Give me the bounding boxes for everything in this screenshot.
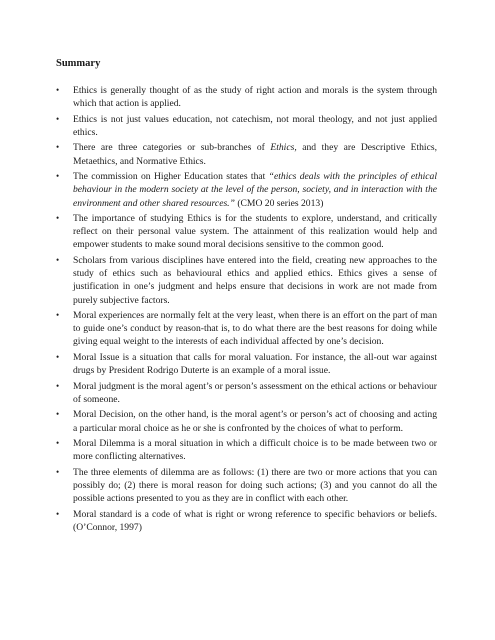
bullet-text-segment: Moral judgment is the moral agent’s or person’s assessment on the ethical actions or behaviour of someone.	[73, 380, 437, 405]
bullet-text-segment: The three elements of dilemma are as follows: (1) there are two or more actions that you can possibly do; (2) there is moral reason for doing such actions; (3) and you cannot do all the possible actions presented to you as they are in conflict with each other.	[73, 466, 437, 505]
bullet-text	[73, 114, 437, 138]
bullet-item	[56, 351, 437, 377]
bullet-text-segment: Moral Issue is a situation that calls for moral valuation. For instance, the all-out war against drugs by President Rodrigo Duterte is an example of a moral issue.	[73, 351, 437, 377]
bullet-text-segment: Moral standard is a code of what is right or wrong reference to specific behaviors or beliefs. (O’Connor, 1997)	[73, 508, 437, 533]
bullet-dot-icon: •	[56, 351, 60, 362]
bullet-text	[73, 438, 437, 462]
bullet-dot-icon: •	[56, 380, 60, 391]
bullet-text-italic: “ethics deals with the principles of ethical behaviour in the modern society at the level of the person, society, and in interaction with the environment and other shared resources.”	[73, 171, 438, 209]
bullet-item	[56, 141, 437, 167]
bullet-text	[73, 467, 437, 504]
bullet-text-segment: The commission on Higher Education states that	[73, 171, 269, 183]
bullet-item	[56, 408, 437, 434]
bullet-text-segment: Scholars from various disciplines have entered into the field, creating new approaches to the study of ethics such as behavioural ethics and applied ethics. Ethics gives a sense of justification in one’s judgment and helps ensure that decisions in work are not made from purely subjective factors.	[73, 254, 437, 306]
bullet-text	[73, 85, 437, 109]
bullet-text-segment: and they are Descriptive Ethics, Metaethics, and Normative Ethics.	[73, 142, 437, 167]
bullet-item	[56, 508, 437, 534]
bullet-text	[73, 381, 437, 405]
bullet-text-segment: Moral experiences are normally felt at the very least, when there is an effort on the part of man to guide one’s conduct by reason-that is, to do what there are the best reasons for doing while giving equal weight to the interests of each individual affected by one’s decision.	[73, 310, 437, 348]
bullet-text	[73, 409, 437, 433]
bullet-text	[73, 255, 437, 306]
bullet-text-segment: Ethics is not just values education, not catechism, not moral theology, and not just applied ethics.	[73, 113, 437, 138]
bullet-item	[56, 84, 437, 110]
bullet-dot-icon: •	[56, 254, 60, 265]
bullet-item	[56, 466, 437, 506]
bullet-item	[56, 380, 437, 406]
summary-bullet-list	[56, 84, 437, 536]
bullet-dot-icon: •	[56, 113, 60, 124]
page-title: Summary	[56, 58, 101, 69]
bullet-dot-icon: •	[56, 213, 60, 224]
bullet-dot-icon: •	[56, 310, 60, 321]
bullet-dot-icon: •	[56, 85, 60, 95]
bullet-dot-icon: •	[56, 409, 60, 420]
bullet-dot-icon: •	[56, 508, 60, 519]
bullet-text-italic: Ethics,	[270, 142, 297, 154]
bullet-dot-icon: •	[56, 142, 60, 153]
bullet-text	[73, 171, 437, 208]
bullet-text-segment: Moral Dilemma is a moral situation in which a difficult choice is to be made between two or more conflicting alternatives.	[73, 438, 437, 463]
bullet-item	[56, 254, 437, 307]
bullet-text-segment: There are three categories or sub-branches of	[73, 142, 271, 154]
bullet-item	[56, 113, 437, 139]
bullet-item	[56, 437, 437, 463]
bullet-text	[73, 310, 437, 347]
bullet-text	[73, 352, 437, 376]
bullet-dot-icon: •	[56, 171, 60, 182]
bullet-text-segment: (CMO 20 series 2013)	[234, 197, 324, 209]
bullet-dot-icon: •	[56, 438, 60, 449]
bullet-text-segment: The importance of studying Ethics is for the students to explore, understand, and critically reflect on their personal value system. The attainment of this realization would help and empower students to make sound moral decisions sensitive to the common good.	[73, 213, 437, 251]
bullet-text	[73, 213, 437, 250]
bullet-text	[73, 142, 437, 166]
bullet-text	[73, 509, 437, 533]
bullet-text-segment: Ethics is generally thought of as the study of right action and morals is the system through which that action is applied.	[73, 85, 437, 110]
bullet-dot-icon: •	[56, 466, 60, 477]
bullet-item	[56, 212, 437, 252]
bullet-item	[56, 170, 437, 210]
bullet-item	[56, 309, 437, 349]
bullet-text-segment: Moral Decision, on the other hand, is the moral agent’s or person’s act of choosing and acting a particular moral choice as he or she is confronted by the choices of what to perform.	[73, 409, 437, 434]
